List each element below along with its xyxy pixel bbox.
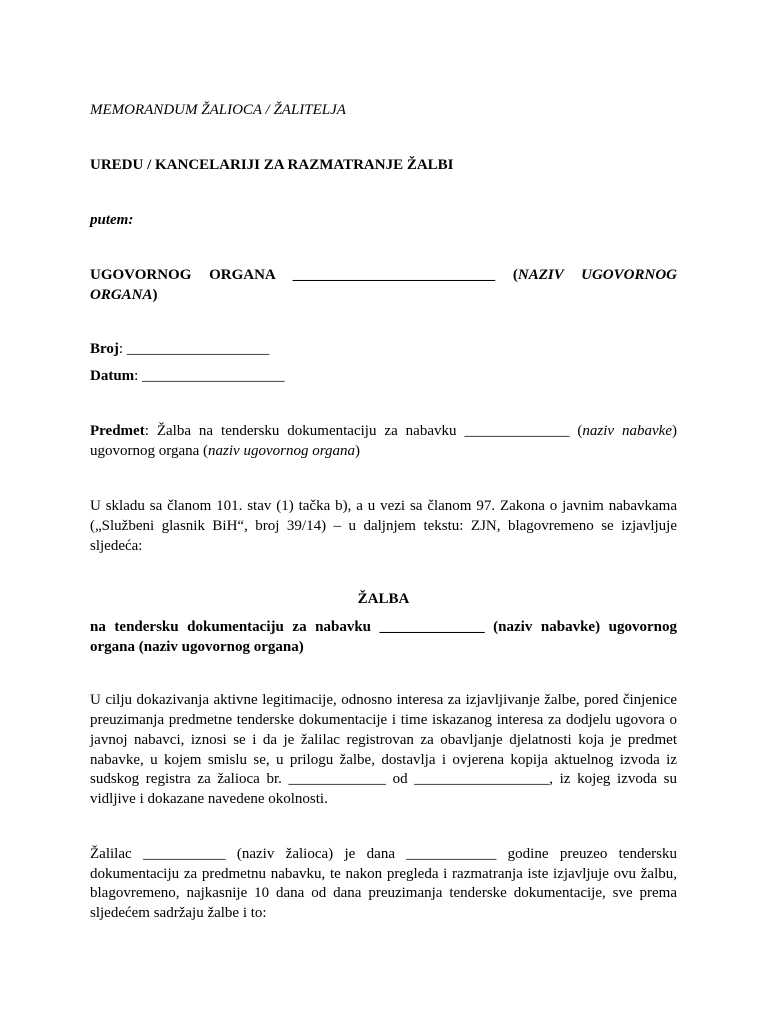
paragraph-1-line: vidljive i dokazane navedene okolnosti. xyxy=(90,791,328,807)
appeal-title: ŽALBA xyxy=(357,591,410,607)
appeal-subtitle-1: na tendersku dokumentaciju za nabavku ______________ (naziv nabavke) ugovornog xyxy=(90,619,677,635)
org-label: UGOVORNOG ORGANA xyxy=(90,267,275,283)
subject-hint-procurement: naziv nabavke xyxy=(582,423,672,439)
paragraph-1-line: javnoj nabavci, iznosi se i da je žalilac registrovan za obavljanje djelatnosti koja je predmet xyxy=(90,732,677,748)
paragraph-2-line: sljedećem sadržaju žalbe i to: xyxy=(90,905,267,921)
broj-line xyxy=(90,339,677,359)
paragraph-1-line: U cilju dokazivanja aktivne legitimacije, odnosno interesa za izjavljivanje žalbe, pored činjenice xyxy=(90,692,677,708)
paragraph-2-line: Žalilac ___________ (naziv žalioca) je dana ____________ godine preuzeo tendersku xyxy=(90,846,677,862)
subject-hint-authority: naziv ugovornog organa xyxy=(208,443,355,459)
via-label: putem: xyxy=(90,212,134,228)
paragraph-2-line: blagovremeno, najkasnije 10 dana od dana preuzimanja tenderske dokumentacije, sve prema xyxy=(90,885,677,901)
addressee-heading: UREDU / KANCELARIJI ZA RAZMATRANJE ŽALBI xyxy=(90,157,454,173)
paragraph-1-line: nabavke, u kojem smislu se, u prilogu žalbe, dostavlja i ovjerena kopija aktuelnog izvoda iz xyxy=(90,752,677,768)
paragraph-1-line: sudskog registra za žalioca br. _____________ od __________________, iz kojeg izvoda su xyxy=(90,771,677,787)
intro-line-1: U skladu sa članom 101. stav (1) tačka b), a u vezi sa članom 97. Zakona o javnim nabavkama xyxy=(90,498,677,514)
paragraph-1-line: preuzimanja predmetne tenderske dokumentacije i time iskazanog interesa za dodjelu ugovora o xyxy=(90,712,677,728)
contracting-authority-line xyxy=(90,265,677,285)
org-blank: ___________________________ xyxy=(292,267,496,283)
subject-label: Predmet xyxy=(90,423,145,439)
subject-line-1: Predmet: Žalba na tendersku dokumentaciju za nabavku ______________ (naziv nabavke) xyxy=(90,423,677,439)
datum-label: Datum xyxy=(90,368,135,384)
intro-line-2: („Službeni glasnik BiH“, broj 39/14) – u daljnjem tekstu: ZJN, blagovremeno se izjavljuje xyxy=(90,518,677,534)
org-name-hint-2: ORGANA xyxy=(90,287,153,303)
subject-line-2: ugovornog organa (naziv ugovornog organa) xyxy=(90,443,360,459)
contracting-authority-line-2: ORGANA) xyxy=(90,287,158,303)
broj-label: Broj xyxy=(90,341,119,357)
org-name-hint-1: (NAZIV UGOVORNOG xyxy=(512,267,677,283)
intro-line-3: sljedeća: xyxy=(90,538,143,554)
memorandum-title: MEMORANDUM ŽALIOCA / ŽALITELJA xyxy=(90,102,346,118)
datum-value: : ___________________ xyxy=(134,368,285,384)
datum-line xyxy=(90,366,677,386)
appeal-subtitle-2: organa (naziv ugovornog organa) xyxy=(90,639,304,655)
broj-value: : ___________________ xyxy=(118,341,270,357)
paragraph-2-line: dokumentaciju za predmetnu nabavku, te nakon pregleda i razmatranja iste izjavljuje ovu žalbu, xyxy=(90,866,677,882)
